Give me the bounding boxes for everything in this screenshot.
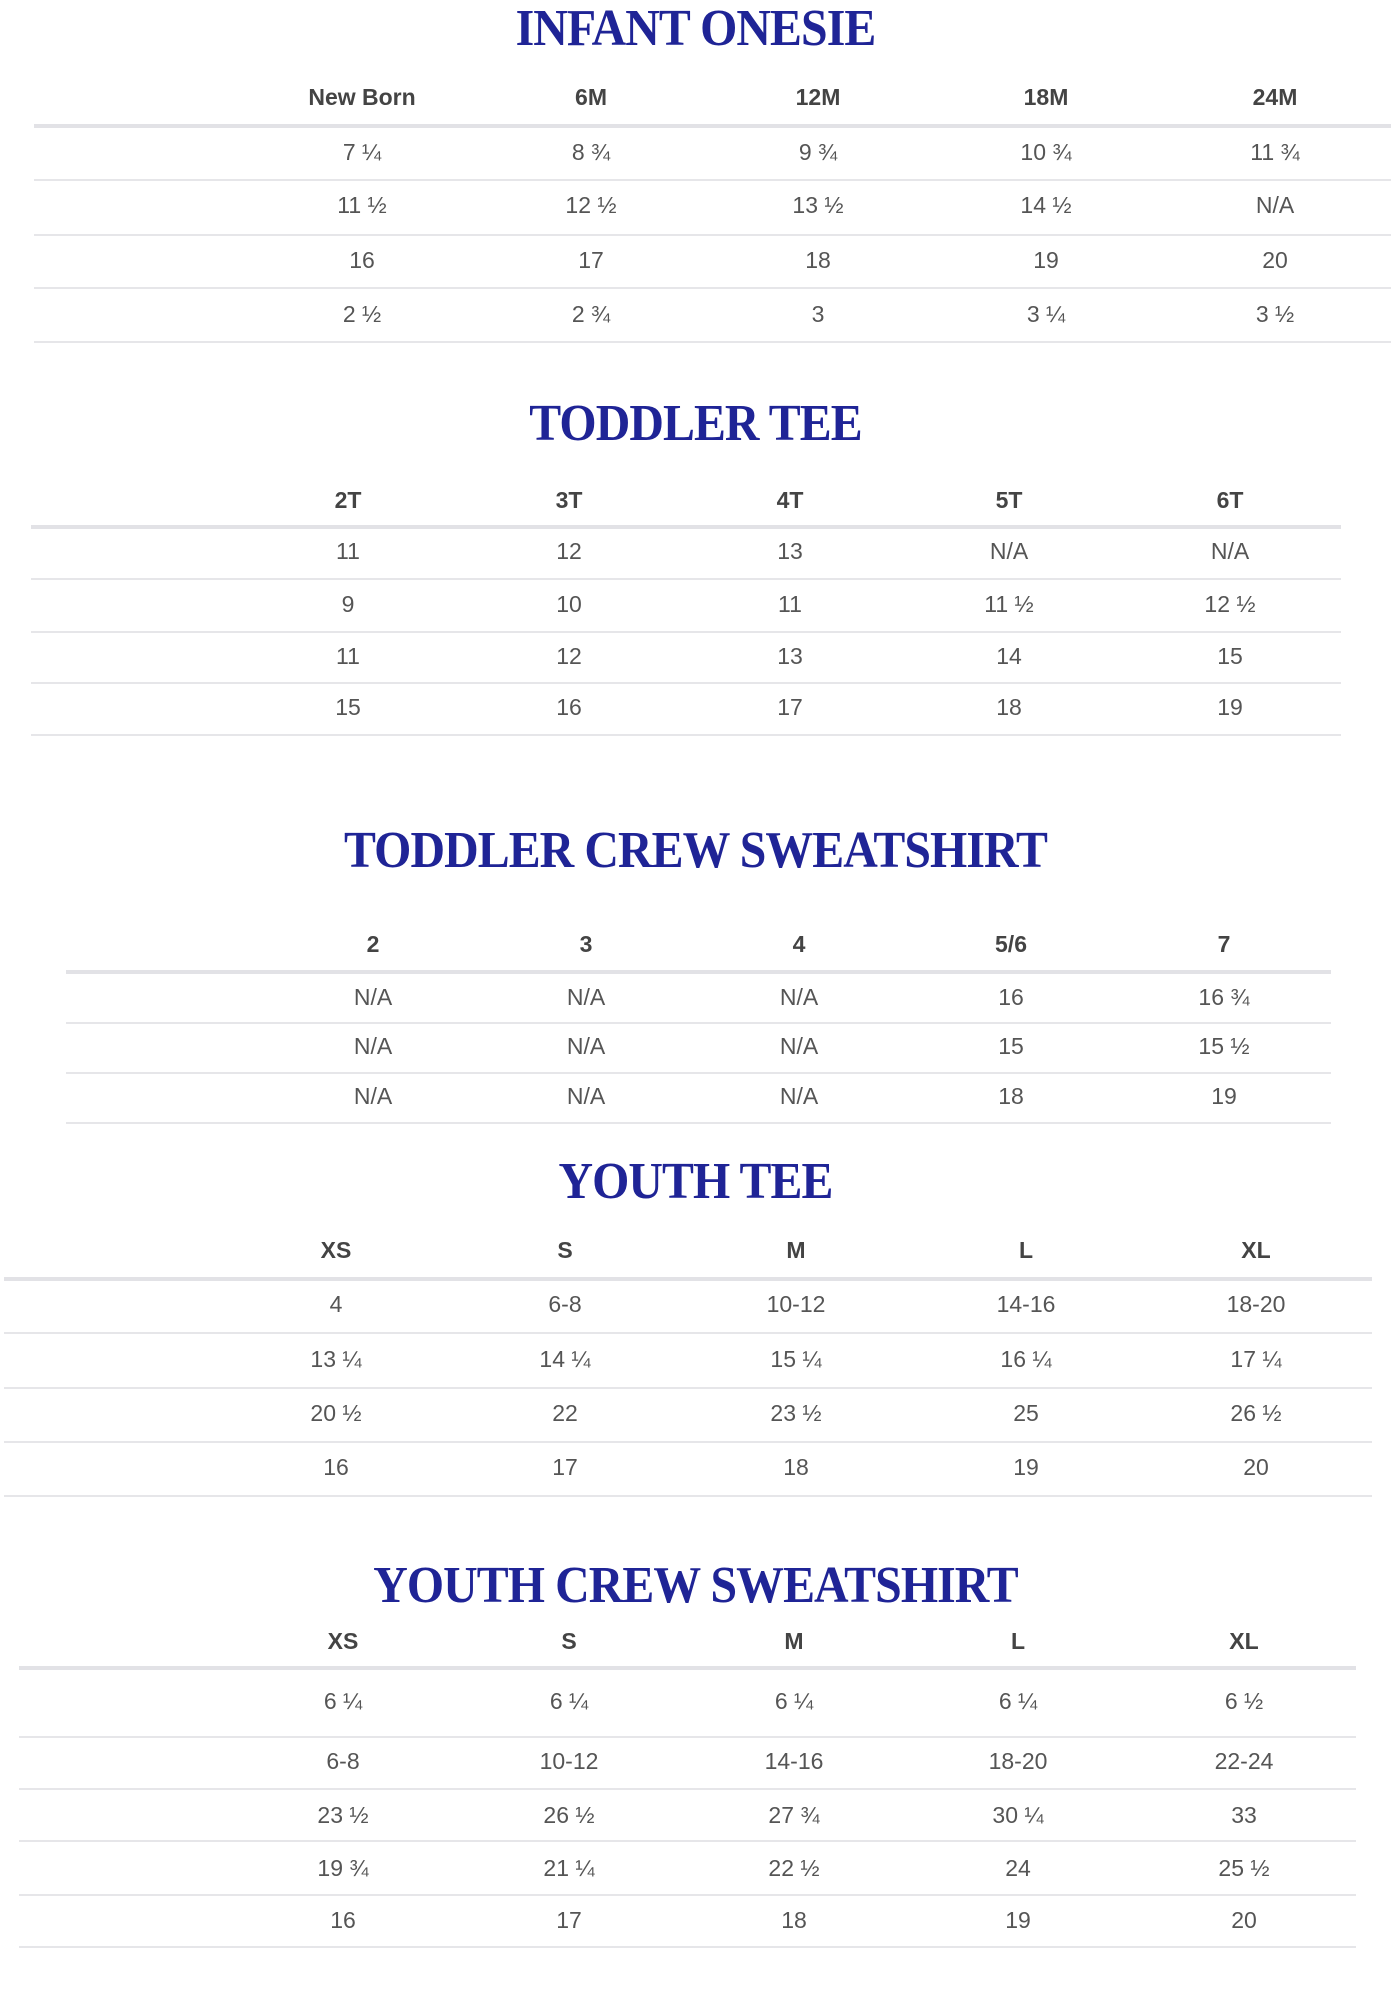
table-cell: 25 (1013, 1400, 1039, 1426)
table-cell: 17 (556, 1907, 582, 1933)
row-divider (31, 734, 1341, 736)
table-cell: 17 (578, 247, 604, 273)
row-divider (34, 234, 1391, 236)
table-cell: 10 (556, 591, 582, 617)
table-cell: 26 ½ (543, 1802, 595, 1828)
column-header: M (784, 1628, 804, 1654)
column-header: 24M (1252, 84, 1298, 110)
column-header: L (1010, 1628, 1026, 1654)
table-cell: N/A (566, 984, 606, 1010)
column-header: 3 (579, 931, 593, 957)
table-cell: N/A (989, 538, 1029, 564)
header-divider (34, 124, 1391, 128)
column-header: XS (327, 1628, 359, 1654)
table-cell: N/A (566, 1083, 606, 1109)
column-header: L (1018, 1237, 1034, 1263)
row-divider (4, 1387, 1372, 1389)
header-divider (19, 1666, 1356, 1670)
table-cell: 15 (998, 1033, 1024, 1059)
row-divider (34, 179, 1391, 181)
table-cell: 6 ¼ (323, 1688, 363, 1714)
table-cell: 7 ¼ (342, 139, 382, 165)
column-header: 7 (1217, 931, 1231, 957)
table-cell: 8 ¾ (571, 139, 611, 165)
table-cell: 16 (556, 694, 582, 720)
row-divider (34, 287, 1391, 289)
table-cell: N/A (779, 984, 819, 1010)
table-cell: 18-20 (1226, 1291, 1286, 1317)
table-cell: N/A (1210, 538, 1250, 564)
column-header: 3T (555, 487, 583, 513)
row-divider (4, 1332, 1372, 1334)
column-header: 4 (792, 931, 806, 957)
table-cell: 20 (1231, 1907, 1257, 1933)
table-title: INFANT ONESIE (515, 0, 876, 57)
row-divider (19, 1840, 1356, 1842)
table-cell: 16 ¾ (1198, 984, 1250, 1010)
table-cell: N/A (1255, 192, 1295, 218)
table-cell: 17 ¼ (1230, 1346, 1282, 1372)
table-cell: 14-16 (996, 1291, 1056, 1317)
table-cell: 20 (1243, 1454, 1269, 1480)
table-cell: 4 (329, 1291, 343, 1317)
table-cell: 19 (1217, 694, 1243, 720)
table-title: YOUTH CREW SWEATSHIRT (373, 1557, 1018, 1614)
table-cell: 18-20 (988, 1748, 1048, 1774)
table-cell: 6 ¼ (549, 1688, 589, 1714)
table-cell: 18 (783, 1454, 809, 1480)
table-cell: 17 (777, 694, 803, 720)
table-cell: 20 (1262, 247, 1288, 273)
table-cell: 19 ¾ (317, 1855, 369, 1881)
table-cell: 9 (341, 591, 355, 617)
table-cell: 13 (777, 538, 803, 564)
column-header: XL (1241, 1237, 1271, 1263)
table-cell: 18 (996, 694, 1022, 720)
table-cell: 11 ½ (337, 192, 387, 218)
table-cell: 22-24 (1214, 1748, 1274, 1774)
table-cell: 6 ¼ (774, 1688, 814, 1714)
table-cell: 19 (1033, 247, 1059, 273)
table-cell: 16 (330, 1907, 356, 1933)
column-header: 6M (575, 84, 607, 110)
table-cell: N/A (353, 984, 393, 1010)
row-divider (4, 1441, 1372, 1443)
table-cell: 12 ½ (1204, 591, 1256, 617)
table-cell: 6 ½ (1224, 1688, 1264, 1714)
table-cell: 20 ½ (310, 1400, 362, 1426)
column-header: S (557, 1237, 573, 1263)
table-cell: 16 ¼ (1000, 1346, 1052, 1372)
row-divider (19, 1946, 1356, 1948)
table-cell: 16 (349, 247, 375, 273)
table-cell: 23 ½ (317, 1802, 369, 1828)
table-cell: 26 ½ (1230, 1400, 1282, 1426)
table-cell: N/A (779, 1083, 819, 1109)
table-cell: N/A (779, 1033, 819, 1059)
column-header: XL (1229, 1628, 1259, 1654)
table-cell: 12 (556, 643, 582, 669)
table-cell: 12 (556, 538, 582, 564)
table-cell: 30 ¼ (992, 1802, 1044, 1828)
header-divider (31, 525, 1341, 529)
row-divider (66, 1072, 1331, 1074)
table-cell: 18 (781, 1907, 807, 1933)
table-cell: 3 (811, 301, 825, 327)
row-divider (19, 1894, 1356, 1896)
table-cell: 14 (996, 643, 1022, 669)
table-cell: 27 ¾ (768, 1802, 820, 1828)
table-cell: 18 (998, 1083, 1024, 1109)
table-title: YOUTH TEE (558, 1153, 833, 1210)
column-header: 6T (1216, 487, 1244, 513)
table-cell: 24 (1005, 1855, 1031, 1881)
column-header: 12M (795, 84, 841, 110)
table-cell: 13 ½ (792, 192, 844, 218)
row-divider (66, 1022, 1331, 1024)
table-cell: N/A (353, 1033, 393, 1059)
table-cell: 15 (335, 694, 361, 720)
table-cell: 21 ¼ (543, 1855, 595, 1881)
table-cell: 22 (552, 1400, 578, 1426)
table-cell: N/A (353, 1083, 393, 1109)
table-cell: 14-16 (764, 1748, 824, 1774)
row-divider (66, 1122, 1331, 1124)
column-header: 5/6 (995, 931, 1027, 957)
table-cell: 15 ½ (1198, 1033, 1250, 1059)
table-cell: 23 ½ (770, 1400, 822, 1426)
table-cell: 22 ½ (768, 1855, 820, 1881)
row-divider (19, 1788, 1356, 1790)
table-cell: 15 (1217, 643, 1243, 669)
column-header: M (786, 1237, 806, 1263)
table-cell: 6-8 (548, 1291, 582, 1317)
row-divider (31, 682, 1341, 684)
column-header: 5T (995, 487, 1023, 513)
table-cell: 15 ¼ (770, 1346, 822, 1372)
table-cell: 11 ¾ (1250, 139, 1300, 165)
column-header: 2T (334, 487, 362, 513)
table-cell: 6 ¼ (998, 1688, 1038, 1714)
table-cell: 16 (998, 984, 1024, 1010)
table-cell: 19 (1005, 1907, 1031, 1933)
table-cell: 2 ½ (342, 301, 382, 327)
table-cell: 14 ½ (1020, 192, 1072, 218)
row-divider (19, 1736, 1356, 1738)
row-divider (31, 631, 1341, 633)
table-cell: 6-8 (326, 1748, 360, 1774)
table-cell: 18 (805, 247, 831, 273)
table-cell: 3 ½ (1255, 301, 1295, 327)
table-cell: 10 ¾ (1020, 139, 1072, 165)
header-divider (66, 970, 1331, 974)
table-cell: 13 (777, 643, 803, 669)
table-cell: N/A (566, 1033, 606, 1059)
column-header: S (561, 1628, 577, 1654)
table-cell: 12 ½ (565, 192, 617, 218)
column-header: XS (320, 1237, 352, 1263)
table-cell: 14 ¼ (539, 1346, 591, 1372)
table-cell: 16 (323, 1454, 349, 1480)
table-cell: 11 ½ (984, 591, 1034, 617)
table-title: TODDLER CREW SWEATSHIRT (344, 822, 1047, 879)
table-cell: 10-12 (539, 1748, 599, 1774)
column-header: 18M (1023, 84, 1069, 110)
row-divider (31, 578, 1341, 580)
row-divider (34, 341, 1391, 343)
table-cell: 11 (336, 643, 360, 669)
table-cell: 19 (1211, 1083, 1237, 1109)
row-divider (4, 1495, 1372, 1497)
column-header: 2 (366, 931, 380, 957)
table-cell: 19 (1013, 1454, 1039, 1480)
column-header: 4T (776, 487, 804, 513)
table-cell: 10-12 (766, 1291, 826, 1317)
table-title: TODDLER TEE (529, 395, 862, 452)
table-cell: 33 (1231, 1802, 1257, 1828)
table-cell: 11 (778, 591, 802, 617)
table-cell: 17 (552, 1454, 578, 1480)
header-divider (4, 1277, 1372, 1281)
table-cell: 11 (336, 538, 360, 564)
column-header: New Born (308, 84, 416, 110)
table-cell: 13 ¼ (310, 1346, 362, 1372)
table-cell: 2 ¾ (571, 301, 611, 327)
table-cell: 3 ¼ (1026, 301, 1066, 327)
table-cell: 9 ¾ (798, 139, 838, 165)
table-cell: 25 ½ (1218, 1855, 1270, 1881)
